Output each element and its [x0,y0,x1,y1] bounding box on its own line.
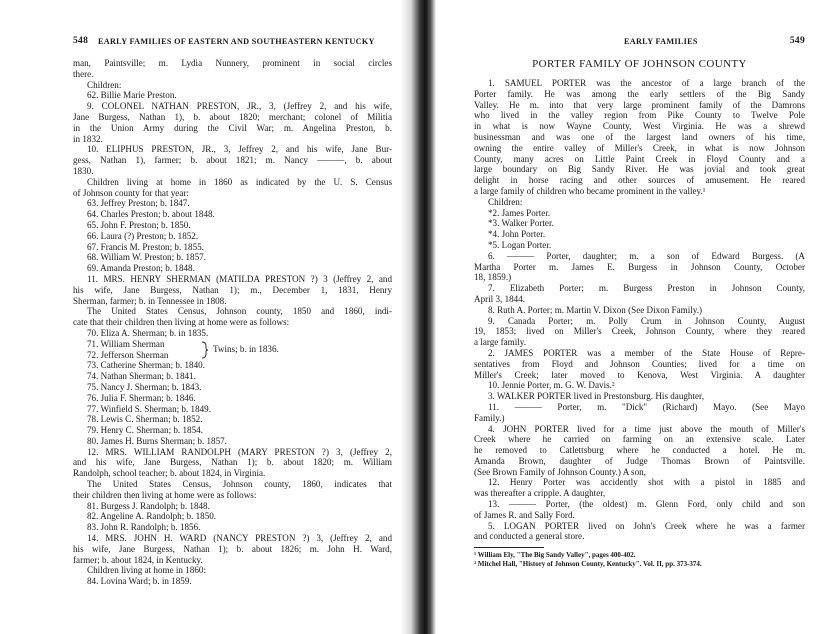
left-text-line: their children then living at home were as follows: [73,489,257,500]
left-text-line: 66. Laura (?) Preston; b. 1852. [87,230,199,241]
left-text-line: 83. John R. Randolph; b. 1856. [87,522,201,533]
right-text-line: of James R. and Sally Ford. [474,509,575,520]
left-text-line: his wife, Jane Burgess, Nathan 1); m., December 1, 1831, Henry [73,284,392,295]
right-text-line: 10. Jennie Porter, m. G. W. Davis.² [488,380,615,391]
footnote-line: ¹ William Ely, "The Big Sandy Valley", pages 400-402. [474,551,636,560]
left-text-line: and his wife, Jane Burgess, Nathan 1); b. about 1820; m. William [73,457,392,468]
left-text-line: 69. Amanda Preston; b. 1848. [87,263,195,274]
left-text-line: 1830. [73,165,94,176]
left-text-line: 79. Henry C. Sherman; b. 1854. [87,425,203,436]
right-text-line: in what is now Wayne County, West Virginia. He was a shrewd [474,121,805,132]
right-text-line: *2. James Porter. [488,207,551,218]
right-page-number: 549 [789,36,805,46]
right-running-head [474,36,805,50]
right-text-line: 5. LOGAN PORTER lived on John's Creek where he was a farmer [488,520,805,531]
right-text-line: businessman and was one of the largest land owners of his time, [474,131,805,142]
left-running-head [73,36,392,50]
left-text-line: 78. Lewis C. Sherman; b. 1852. [87,414,203,425]
left-text-line: 84. Lovina Ward; b. in 1859. [87,576,192,587]
left-text-line: The United States Census, Johnson county, 1850 and 1860, indi- [87,306,392,317]
right-text-line: 1. SAMUEL PORTER was the ancestor of a large branch of the [488,78,805,88]
left-text-line: man, Paintsville; m. Lydia Nunnery, prominent in social circles [73,58,392,68]
left-text-line: 11. MRS. HENRY SHERMAN (MATILDA PRESTON ?) 3 (Jeffrey 2, and [87,273,392,284]
right-running-title: EARLY FAMILIES [624,37,698,46]
right-text-line: Miller's Creek; later moved to Kenova, West Virginia. A daughter [474,369,805,380]
left-text-line: 9. COLONEL NATHAN PRESTON, JR., 3, (Jeffrey 2, and his wife, [87,101,392,112]
right-text-line: was thereafter a cripple. A daughter, [474,488,606,499]
left-text-line: 76. Julia F. Sherman; b. 1846. [87,392,196,403]
right-text-line: Porter family. He was among the early settlers of the Big Sandy [474,88,805,99]
right-text-line: a large family of children who became prominent in the valley.¹ [474,185,706,196]
right-text-line: 19, 1853; lived on Miller's Creek, Johnson County, where they reared [474,326,805,337]
twin-name-1: 71. William Sherman [87,338,165,349]
left-text-line: in 1832. [73,133,103,144]
right-text-line: *3. Walker Porter. [488,218,554,229]
right-text-line: 13. ——— Porter, (the oldest) m. Glenn Ford, only child and son [488,499,805,510]
right-text-line: 6. ——— Porter, daughter; m. a son of Edward Burgess. (A [488,250,805,261]
right-text-line: 3. WALKER PORTER lived in Prestonsburg. His daughter, [488,391,704,402]
right-text-line: and conducted a general store. [474,531,585,542]
left-text-line: gess, Nathan 1), farmer; b. about 1821; m. Nancy ———, b. about [73,155,392,166]
left-page-number: 548 [73,36,89,46]
right-text-line: he removed to Catlettsburg where he conducted a hotel. He m. [474,445,805,456]
right-text-line: Valley. He m. into that very large prominent family of the Damrons [474,99,805,110]
twins-label: Twins; b. in 1836. [213,343,279,354]
right-text-line: 11. ——— Porter, m. "Dick" (Richard) Mayo. (See Mayo [488,401,805,412]
left-text-line: cate that their children then living at home were as follows: [73,317,290,328]
left-text-line: Randolph, school teacher; b. about 1824, in Virginia. [73,468,266,479]
left-text-line: 80. James H. Burns Sherman; b. 1857. [87,435,227,446]
left-text-line: Children living at home in 1860 as indicated by the U. S. Census [87,176,392,187]
right-text-line: large boundary on Big Sandy River. He was jovial and took great [474,164,805,175]
right-text-line: *5. Logan Porter. [488,239,552,250]
left-text-line: of Johnson county for that year: [73,187,189,198]
right-text-line: County, many acres on Little Paint Creek in Floyd County and a [474,153,805,164]
left-text-line: 63. Jeffrey Preston; b. 1847. [87,198,190,209]
left-text-line: 68. William W. Preston; b. 1857. [87,252,206,263]
left-text-line: 77. Winfield S. Sherman; b. 1849. [87,403,211,414]
left-text-line: 70. Eliza A. Sherman; b. in 1835. [87,327,209,338]
right-text-line: owning the entire valley of Miller's Creek, in what is now Johnson [474,142,805,153]
right-text-line: 7. Elizabeth Porter; m. Burgess Preston in Johnson County, [488,283,805,294]
right-text-line: who lived in the valley region from Pike County to Twelve Pole [474,110,805,121]
right-text-line: sentatives from Floyd and Johnson Counties; lived for a time on [474,358,805,369]
right-text-line: Children: [488,196,523,207]
left-text-line: 73. Catherine Sherman; b. 1840. [87,360,205,371]
left-text-line: in the Union Army during the Civil War; m. Angelina Preston, b. [73,122,392,133]
right-text-line: (See Brown Family of Johnson County.) A son, [474,466,646,477]
right-text-line: a large family. [474,337,527,348]
chapter-title: PORTER FAMILY OF JOHNSON COUNTY [532,58,747,70]
right-text-line: 9. Canada Porter; m. Polly Crum in Johnson County, August [488,315,805,326]
left-text-line: The United States Census, Johnson county, 1860, indicates that [87,479,392,490]
left-text-line: 10. ELIPHUS PRESTON, JR., 3, Jeffrey 2, and his wife, Jane Bur- [87,144,392,155]
right-text-line: *4. John Porter. [488,229,546,240]
right-text-line: 12. Henry Porter was accidently shot with a pistol in 1885 and [488,477,805,488]
left-text-line: 81. Burgess J. Randolph; b. 1848. [87,500,210,511]
left-text-line: Children: [87,79,122,90]
book-gutter [400,0,436,634]
left-text-line: 82. Angeline A. Randolph; b. 1850. [87,511,217,522]
left-text-line: his wife, Jane Burgess, Nathan 1); b. about 1826; m. John H. Ward, [73,543,392,554]
right-text-block [474,78,805,542]
right-text-line: 18, 1859.) [474,272,512,283]
left-text-line: Sherman, farmer; b. in Tennessee in 1808. [73,295,227,306]
right-text-line: Family.) [474,412,505,423]
right-text-line: Martha Porter m. James E. Burgess in Johnson County, October [474,261,805,272]
twins-entry [73,339,392,361]
left-text-block-b [73,360,392,587]
right-text-line: April 3, 1844. [474,293,526,304]
left-text-line: 12. MRS. WILLIAM RANDOLPH (MARY PRESTON ?) 3, (Jeffrey 2, [87,446,392,457]
right-text-line: 4. JOHN PORTER lived for a time just above the mouth of Miller's [488,423,805,434]
left-text-line: 62. Billie Marie Preston. [87,90,177,101]
left-text-line: 65. John F. Preston; b. 1850. [87,219,191,230]
left-text-line: Children living at home in 1860: [87,565,206,576]
left-text-line: 67. Francis M. Preston; b. 1855. [87,241,204,252]
footnotes [474,551,805,569]
left-text-line: there. [73,68,94,79]
brace-icon [201,341,209,359]
right-text-line: delight in horse racing and other sources of amusement. He reared [474,175,805,186]
left-running-title: EARLY FAMILIES OF EASTERN AND SOUTHEASTERN KENTUCKY [98,37,375,46]
footnote-line: ² Mitchel Hall, "History of Johnson County, Kentucky". Vol. II, pp. 373-374. [474,560,702,569]
right-text-line: 2. JAMES PORTER was a member of the State House of Repre- [488,347,805,358]
footnote-divider [474,547,544,548]
left-text-line: 14. MRS. JOHN H. WARD (NANCY PRESTON ?) 3, (Jeffrey 2, and [87,533,392,544]
left-text-block-a [73,58,392,339]
left-text-line: 75. Nancy J. Sherman; b. 1843. [87,381,202,392]
left-text-line: farmer; b. about 1824, in Kentucky. [73,554,203,565]
right-text-line: Creek where he carried on farming on an extensive scale. Later [474,434,805,445]
right-page [436,0,823,634]
right-text-line: 8. Ruth A. Porter; m. Martin V. Dixon (See Dixon Family.) [488,304,703,315]
left-text-line: 74. Nathan Sherman; b. 1841. [87,371,196,382]
left-text-line: Jane Burgess, Nathan 1), b. about 1820; merchant; colonel of Militia [73,111,392,122]
left-text-line: 64. Charles Preston; b. about 1848. [87,209,215,220]
right-text-line: Amanda Brown, daughter of Judge Thomas Brown of Paintsville. [474,455,805,466]
twin-name-2: 72. Jefferson Sherman [87,349,169,360]
